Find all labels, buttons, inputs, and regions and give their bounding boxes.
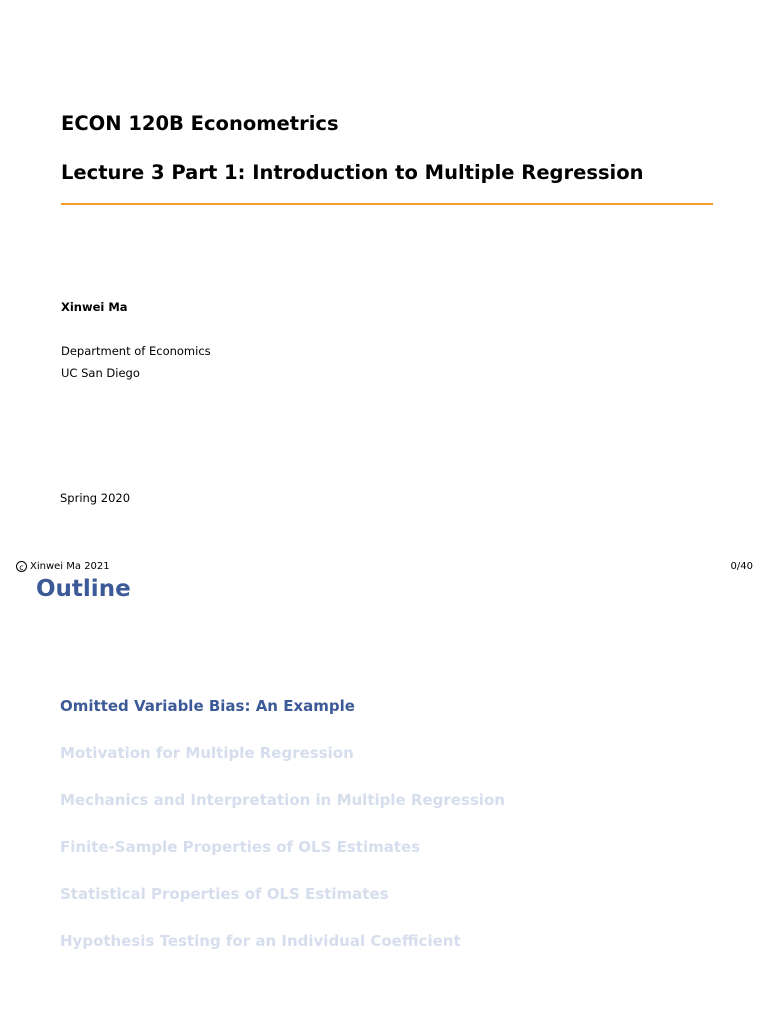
- outline-item: Omitted Variable Bias: An Example: [60, 697, 355, 715]
- outline-item: Statistical Properties of OLS Estimates: [60, 885, 389, 903]
- institution-university: UC San Diego: [61, 366, 140, 380]
- author-name: Xinwei Ma: [61, 300, 128, 314]
- outline-item: Mechanics and Interpretation in Multiple Regression: [60, 791, 505, 809]
- outline-item: Hypothesis Testing for an Individual Coefficient: [60, 932, 461, 950]
- lecture-title: Lecture 3 Part 1: Introduction to Multiple Regression: [61, 161, 644, 184]
- outline-list: [60, 696, 505, 978]
- outline-slide: [0, 576, 768, 1024]
- course-title: ECON 120B Econometrics: [61, 112, 339, 135]
- outline-item: Motivation for Multiple Regression: [60, 744, 354, 762]
- outline-item: Finite-Sample Properties of OLS Estimates: [60, 838, 421, 856]
- outline-title: Outline: [36, 576, 131, 602]
- footer-copyright-text: Xinwei Ma 2021: [30, 561, 110, 572]
- title-divider: [61, 203, 713, 205]
- institution-department: Department of Economics: [61, 344, 211, 358]
- lecture-date: Spring 2020: [60, 491, 131, 505]
- footer-copyright: [16, 561, 110, 572]
- copyright-icon: c: [16, 561, 27, 572]
- page-number: 0/40: [730, 561, 753, 572]
